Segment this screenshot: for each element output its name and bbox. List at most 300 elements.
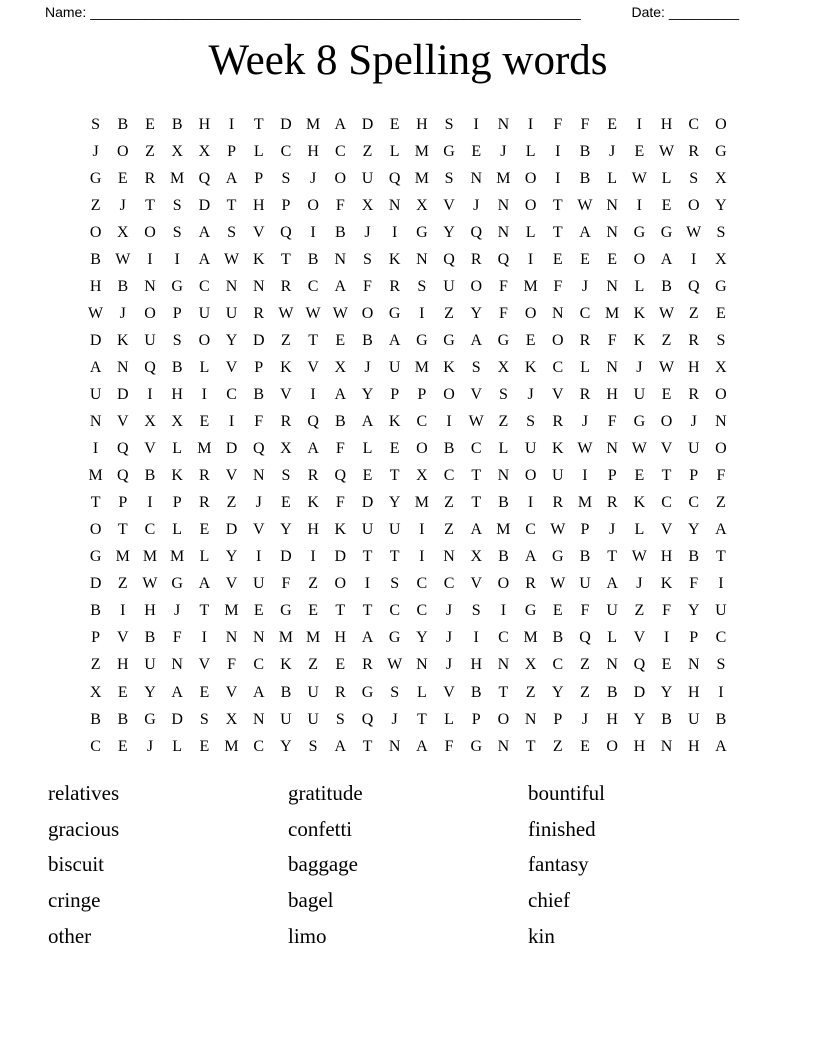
grid-cell: J [609, 142, 616, 160]
grid-cell: J [581, 413, 589, 431]
grid-cell: V [280, 385, 292, 403]
grid-cell: D [225, 521, 238, 539]
grid-cell: P [607, 467, 617, 485]
grid-cell: G [524, 602, 537, 620]
grid-cell: U [388, 521, 401, 539]
grid-cell: L [172, 737, 183, 755]
word-list-item: bagel [288, 888, 334, 913]
grid-cell: A [579, 223, 591, 241]
grid-cell: T [281, 250, 291, 268]
grid-cell: X [225, 710, 238, 728]
grid-cell: H [416, 115, 428, 133]
grid-cell: R [253, 304, 265, 322]
word-list-item: bountiful [528, 781, 605, 805]
word-list-item: finished [528, 816, 596, 841]
grid-cell: E [335, 656, 346, 674]
grid-cell: Y [687, 602, 700, 620]
grid-cell: B [280, 683, 292, 701]
grid-cell: T [362, 737, 373, 755]
grid-cell: R [552, 413, 564, 431]
grid-cell: S [335, 710, 345, 728]
grid-cell: M [496, 521, 511, 539]
grid-cell: R [144, 169, 156, 187]
grid-cell: S [526, 413, 536, 431]
grid-cell: Z [281, 331, 291, 349]
grid-cell: P [254, 358, 264, 376]
grid-cell: Y [388, 494, 401, 512]
grid-cell: Q [579, 629, 591, 647]
page-title: Week 8 Spelling words [208, 37, 608, 84]
grid-cell: J [255, 494, 262, 512]
grid-cell: L [525, 223, 536, 241]
grid-cell: U [606, 602, 618, 620]
grid-cell: B [171, 115, 183, 133]
grid-cell: U [198, 304, 211, 322]
grid-cell: Q [280, 223, 292, 241]
grid-cell: R [688, 331, 700, 349]
grid-cell: E [607, 250, 618, 268]
grid-cell: F [444, 737, 454, 755]
grid-cell: Z [580, 656, 590, 674]
grid-cell: T [389, 548, 400, 566]
grid-cell: J [119, 196, 126, 214]
grid-cell: U [388, 358, 401, 376]
grid-cell: Y [225, 548, 238, 566]
word-list-item: relatives [48, 781, 120, 805]
grid-cell: N [606, 277, 618, 295]
grid-cell: I [718, 683, 724, 701]
grid-cell: I [310, 548, 316, 566]
grid-cell: Z [444, 494, 454, 512]
grid-cell: B [579, 142, 591, 160]
grid-cell: K [660, 575, 673, 593]
grid-cell: U [307, 683, 319, 701]
grid-cell: T [552, 223, 563, 241]
grid-cell: W [577, 196, 593, 214]
grid-cell: P [227, 142, 236, 160]
grid-cell: O [524, 304, 537, 322]
grid-cell: Y [225, 331, 238, 349]
grid-cell: E [634, 142, 645, 160]
grid-cell: O [117, 142, 129, 160]
grid-cell: T [253, 115, 264, 133]
grid-cell: X [715, 169, 727, 187]
grid-cell: X [171, 413, 183, 431]
grid-cell: I [419, 304, 425, 322]
grid-cell: Y [280, 521, 292, 539]
grid-cell: N [715, 413, 727, 431]
grid-cell: O [144, 304, 156, 322]
grid-cell: G [416, 223, 428, 241]
grid-cell: V [144, 440, 156, 458]
grid-cell: H [606, 710, 618, 728]
grid-cell: O [497, 575, 510, 593]
grid-cell: S [172, 331, 182, 349]
grid-cell: J [609, 521, 616, 539]
grid-cell: Q [198, 169, 211, 187]
grid-cell: M [577, 494, 593, 512]
grid-cell: F [281, 575, 291, 593]
grid-cell: P [118, 494, 128, 512]
grid-cell: P [471, 710, 481, 728]
grid-cell: A [715, 737, 727, 755]
grid-cell: F [172, 629, 182, 647]
grid-cell: V [198, 656, 211, 674]
grid-cell: V [633, 629, 646, 647]
grid-cell: X [470, 548, 482, 566]
grid-cell: O [660, 413, 673, 431]
grid-cell: B [688, 548, 700, 566]
grid-cell: A [524, 548, 537, 566]
grid-cell: B [117, 710, 129, 728]
grid-cell: U [687, 440, 700, 458]
grid-cell: B [443, 440, 455, 458]
grid-cell: B [579, 548, 591, 566]
grid-cell: U [524, 440, 537, 458]
grid-cell: R [199, 467, 210, 485]
grid-cell: T [362, 602, 373, 620]
grid-cell: Z [580, 683, 590, 701]
grid-cell: W [305, 304, 321, 322]
grid-cell: E [716, 304, 726, 322]
date-blank-line: _________ [668, 4, 739, 20]
grid-cell: C [552, 656, 564, 674]
grid-cell: T [416, 710, 427, 728]
grid-cell: B [307, 250, 319, 268]
grid-cell: B [606, 683, 618, 701]
grid-cell: F [335, 196, 345, 214]
grid-cell: J [174, 602, 181, 620]
grid-cell: U [280, 710, 292, 728]
grid-cell: C [688, 115, 700, 133]
grid-cell: L [253, 142, 264, 160]
grid-cell: X [280, 440, 292, 458]
grid-cell: D [361, 115, 374, 133]
grid-cell: M [496, 169, 511, 187]
grid-cell: B [470, 683, 482, 701]
grid-cell: W [658, 358, 675, 376]
grid-cell: G [89, 548, 102, 566]
grid-cell: Z [498, 413, 509, 431]
grid-cell: J [636, 575, 643, 593]
grid-cell: C [199, 277, 210, 295]
grid-cell: Y [280, 737, 292, 755]
grid-cell: F [689, 575, 699, 593]
grid-cell: Y [416, 629, 428, 647]
grid-cell: A [307, 440, 319, 458]
grid-cell: M [88, 467, 103, 485]
grid-cell: Y [687, 521, 700, 539]
grid-cell: Z [661, 331, 672, 349]
grid-cell: Y [470, 304, 482, 322]
grid-cell: A [198, 250, 211, 268]
grid-cell: I [500, 602, 507, 620]
grid-cell: L [444, 710, 454, 728]
grid-cell: M [414, 169, 429, 187]
word-list-item: chief [528, 888, 570, 913]
grid-cell: B [171, 358, 183, 376]
grid-cell: I [147, 494, 153, 512]
word-list-item: other [48, 923, 92, 948]
grid-cell: R [688, 385, 700, 403]
grid-cell: N [225, 277, 238, 295]
grid-cell: R [280, 413, 292, 431]
grid-cell: I [147, 250, 153, 268]
grid-cell: G [715, 277, 727, 295]
grid-cell: E [661, 385, 672, 403]
grid-cell: F [553, 115, 563, 133]
grid-cell: D [633, 683, 646, 701]
grid-cell: V [307, 358, 319, 376]
grid-cell: F [335, 494, 345, 512]
grid-cell: S [91, 115, 101, 133]
grid-cell: N [252, 277, 265, 295]
grid-cell: N [117, 358, 129, 376]
grid-cell: A [89, 358, 102, 376]
grid-cell: Y [552, 683, 564, 701]
grid-cell: N [660, 737, 673, 755]
grid-cell: G [171, 277, 183, 295]
grid-cell: S [716, 331, 726, 349]
name-field [45, 4, 581, 20]
grid-cell: A [334, 737, 347, 755]
grid-cell: O [497, 710, 510, 728]
grid-cell: U [307, 710, 319, 728]
grid-cell: E [199, 521, 210, 539]
grid-cell: Z [90, 196, 101, 214]
grid-cell: Q [443, 250, 455, 268]
grid-cell: I [92, 440, 99, 458]
grid-cell: R [362, 656, 373, 674]
grid-cell: J [309, 169, 317, 187]
grid-cell: Y [660, 683, 673, 701]
grid-cell: G [388, 629, 401, 647]
grid-cell: A [361, 629, 374, 647]
grid-cell: G [89, 169, 102, 187]
grid-cell: E [145, 115, 155, 133]
grid-cell: F [363, 277, 372, 295]
grid-cell: G [633, 223, 646, 241]
grid-cell: B [117, 115, 129, 133]
wordsearch-grid [82, 111, 735, 760]
grid-cell: B [144, 629, 156, 647]
grid-cell: P [689, 629, 699, 647]
grid-cell: G [280, 602, 292, 620]
grid-cell: M [605, 304, 620, 322]
grid-cell: S [363, 250, 372, 268]
grid-cell: E [580, 250, 590, 268]
grid-cell: P [281, 196, 291, 214]
grid-cell: N [416, 250, 428, 268]
grid-cell: C [416, 413, 428, 431]
grid-cell: N [524, 710, 537, 728]
grid-cell: K [117, 331, 129, 349]
grid-cell: V [252, 521, 265, 539]
grid-cell: V [252, 223, 265, 241]
grid-cell: H [334, 629, 347, 647]
grid-cell: F [580, 115, 590, 133]
grid-cell: K [388, 413, 401, 431]
grid-cell: F [498, 304, 508, 322]
grid-cell: U [687, 710, 700, 728]
grid-cell: S [390, 575, 400, 593]
grid-cell: W [142, 575, 158, 593]
grid-cell: T [389, 467, 400, 485]
grid-cell: N [252, 467, 265, 485]
grid-cell: R [199, 494, 210, 512]
grid-cell: G [470, 737, 482, 755]
grid-cell: P [390, 385, 400, 403]
grid-cell: F [607, 331, 617, 349]
grid-cell: S [172, 196, 182, 214]
grid-cell: A [361, 413, 374, 431]
grid-cell: O [307, 196, 319, 214]
grid-cell: I [663, 629, 670, 647]
grid-cell: K [388, 250, 401, 268]
grid-cell: U [443, 277, 455, 295]
grid-cell: H [606, 385, 618, 403]
grid-cell: Q [687, 277, 700, 295]
grid-cell: I [201, 385, 207, 403]
grid-cell: F [254, 413, 264, 431]
grid-cell: L [199, 548, 210, 566]
word-list-item: baggage [288, 852, 358, 877]
grid-cell: O [144, 223, 156, 241]
grid-cell: V [225, 467, 238, 485]
grid-cell: M [414, 142, 429, 160]
grid-cell: A [334, 277, 347, 295]
grid-cell: K [633, 304, 646, 322]
grid-cell: Q [307, 413, 319, 431]
grid-cell: K [633, 331, 646, 349]
grid-cell: Z [444, 521, 454, 539]
grid-cell: U [715, 602, 727, 620]
grid-cell: A [198, 223, 211, 241]
grid-cell: P [417, 385, 427, 403]
grid-cell: Z [525, 683, 536, 701]
grid-cell: O [606, 737, 618, 755]
grid-cell: Q [388, 169, 401, 187]
grid-cell: N [497, 656, 510, 674]
grid-cell: M [278, 629, 294, 647]
grid-cell: C [90, 737, 101, 755]
grid-cell: Q [497, 250, 510, 268]
grid-cell: L [661, 169, 672, 187]
grid-cell: J [690, 413, 697, 431]
grid-cell: Z [145, 142, 155, 160]
grid-cell: M [305, 629, 321, 647]
grid-cell: B [498, 494, 509, 512]
grid-cell: I [555, 142, 561, 160]
grid-cell: N [388, 196, 401, 214]
grid-cell: Q [334, 467, 347, 485]
grid-cell: C [416, 575, 428, 593]
grid-cell: H [307, 142, 319, 160]
grid-cell: E [117, 169, 128, 187]
grid-cell: J [391, 710, 398, 728]
grid-cell: Z [716, 494, 726, 512]
grid-cell: K [633, 494, 646, 512]
grid-cell: A [334, 115, 347, 133]
grid-cell: T [145, 196, 155, 214]
grid-cell: E [661, 656, 672, 674]
grid-cell: J [473, 196, 480, 214]
grid-cell: Q [252, 440, 265, 458]
grid-cell: N [443, 548, 455, 566]
grid-cell: W [223, 250, 240, 268]
grid-cell: T [661, 467, 672, 485]
grid-cell: S [689, 169, 699, 187]
grid-cell: X [715, 358, 727, 376]
grid-cell: J [364, 358, 371, 376]
grid-cell: H [252, 196, 265, 214]
grid-cell: O [334, 575, 347, 593]
grid-cell: A [416, 737, 428, 755]
grid-cell: J [364, 223, 371, 241]
grid-cell: W [115, 250, 131, 268]
word-list-column [48, 776, 288, 955]
grid-cell: S [716, 656, 726, 674]
grid-cell: Y [361, 385, 374, 403]
grid-cell: R [552, 494, 564, 512]
grid-cell: L [172, 521, 183, 539]
grid-cell: B [90, 250, 101, 268]
grid-cell: I [310, 385, 316, 403]
word-list-item: fantasy [528, 852, 589, 877]
grid-cell: H [687, 737, 700, 755]
grid-cell: K [552, 440, 564, 458]
grid-cell: R [525, 575, 536, 593]
grid-cell: K [524, 358, 537, 376]
word-list-item: gratitude [288, 781, 363, 805]
grid-cell: V [660, 521, 673, 539]
grid-cell: P [172, 304, 182, 322]
grid-cell: C [661, 494, 672, 512]
grid-cell: E [580, 737, 590, 755]
grid-cell: S [281, 169, 291, 187]
grid-cell: R [334, 683, 346, 701]
grid-cell: N [606, 440, 618, 458]
grid-cell: B [90, 710, 101, 728]
grid-cell: M [115, 548, 130, 566]
date-field [631, 4, 739, 20]
grid-cell: D [117, 385, 129, 403]
grid-cell: L [362, 440, 373, 458]
grid-cell: P [689, 467, 699, 485]
grid-cell: M [523, 277, 538, 295]
grid-cell: Z [226, 494, 237, 512]
grid-cell: T [90, 494, 101, 512]
grid-cell: B [334, 223, 346, 241]
grid-cell: J [527, 385, 534, 403]
grid-cell: I [228, 413, 235, 431]
grid-cell: N [416, 656, 428, 674]
grid-cell: S [444, 115, 454, 133]
grid-cell: K [334, 521, 347, 539]
grid-cell: L [498, 440, 509, 458]
grid-cell: L [416, 683, 427, 701]
grid-cell: E [335, 331, 346, 349]
grid-cell: C [552, 358, 564, 376]
grid-cell: O [687, 196, 700, 214]
grid-cell: L [607, 169, 618, 187]
grid-cell: U [225, 304, 238, 322]
grid-cell: G [633, 413, 646, 431]
grid-cell: I [419, 548, 425, 566]
grid-cell: X [416, 467, 428, 485]
grid-cell: B [661, 277, 672, 295]
grid-cell: M [142, 548, 158, 566]
